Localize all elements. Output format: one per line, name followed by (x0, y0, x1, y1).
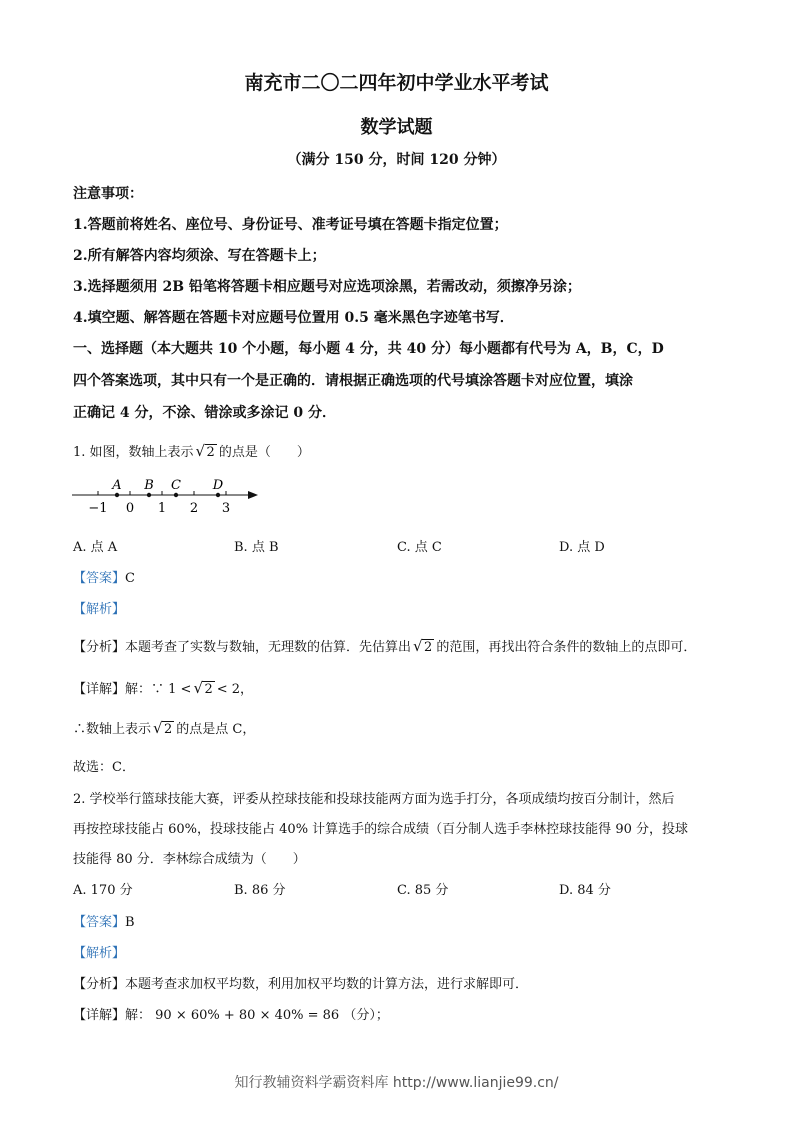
number-line-tick-label: 1 (157, 501, 167, 516)
section1-line: 正确记 4 分，不涂、错涂或多涂记 0 分． (73, 405, 336, 421)
note-item: 2.所有解答内容均须涂、写在答题卡上； (73, 248, 326, 264)
sqrt-symbol: √ 2 (413, 637, 433, 655)
q1-detail: 【详解】解：∵ 1 < √ 2 < 2， (73, 679, 254, 697)
section1-line: 四个答案选项，其中只有一个是正确的．请根据正确选项的代号填涂答题卡对应位置，填涂 (73, 373, 633, 389)
exam-subtitle: 数学试题 (360, 117, 433, 138)
q1-choice: 故选：C． (73, 760, 135, 775)
q2-line: 技能得 80 分．李林综合成绩为（ ） (73, 852, 306, 867)
number-line-tick-label: 3 (221, 501, 231, 516)
q2-line: 再按控球技能占 60%，投球技能占 40% 计算选手的综合成绩（百分制人选手李林控球技能得 90 分，投球 (73, 822, 688, 837)
q2-answer: 【答案】B (73, 915, 135, 930)
q1-option-a: A. 点 A (73, 540, 118, 555)
number-line-arrow (248, 491, 258, 499)
exam-meta: （满分 150 分，时间 120 分钟） (287, 152, 506, 168)
sqrt-symbol: √ 2 (153, 719, 173, 737)
q2-option-c: C. 85 分 (397, 883, 449, 898)
q2-option-b: B. 86 分 (234, 883, 286, 898)
q1-fenxi: 【分析】本题考查了实数与数轴，无理数的估算．先估算出 √ 2 的范围，再找出符合条件的数轴上的点即可． (73, 637, 697, 655)
q1-stem: 1. 如图，数轴上表示 √ 2 的点是（ ） (73, 442, 310, 460)
q2-analysis-tag: 【解析】 (73, 946, 126, 961)
q2-option-a: A. 170 分 (73, 883, 133, 898)
number-line-point-label: D (212, 478, 224, 493)
note-item: 4.填空题、解答题在答题卡对应题号位置用 0.5 毫米黑色字迹笔书写． (73, 310, 514, 326)
q1-option-c: C. 点 C (397, 540, 442, 555)
number-line-point-label: C (171, 478, 181, 493)
number-line-tick-label: −1 (88, 501, 108, 516)
sqrt-symbol: √ 2 (193, 679, 213, 697)
page-footer: 知行教辅资料学霸资料库 http://www.lianjie99.cn/ (234, 1075, 559, 1091)
q2-option-d: D. 84 分 (559, 883, 611, 898)
q1-analysis-tag: 【解析】 (73, 602, 126, 617)
q2-fenxi: 【分析】本题考查求加权平均数，利用加权平均数的计算方法，进行求解即可． (73, 977, 529, 992)
note-item: 1.答题前将姓名、座位号、身份证号、准考证号填在答题卡指定位置； (73, 217, 508, 233)
number-line-point (174, 493, 178, 497)
number-line-point-label: A (112, 478, 122, 493)
note-item: 3.选择题须用 2B 铅笔将答题卡相应题号对应选项涂黑，若需改动，须擦净另涂； (73, 279, 581, 295)
q1-answer: 【答案】C (73, 571, 135, 586)
q2-detail: 【详解】解： 90 × 60% + 80 × 40% = 86 （分）； (73, 1008, 389, 1023)
exam-title: 南充市二〇二四年初中学业水平考试 (244, 72, 549, 94)
number-line-point-label: B (144, 478, 154, 493)
number-line-point (147, 493, 151, 497)
number-line-tick-label: 2 (189, 501, 199, 516)
q1-option-d: D. 点 D (559, 540, 605, 555)
sqrt-symbol: √ 2 (195, 442, 215, 460)
number-line-tick-label: 0 (125, 501, 135, 516)
section1-line: 一、选择题（本大题共 10 个小题，每小题 4 分，共 40 分）每小题都有代号为 A，B，C，D (73, 341, 664, 357)
notes-heading: 注意事项： (73, 186, 143, 202)
number-line-point (115, 493, 119, 497)
number-line-point (216, 493, 220, 497)
number-line (68, 472, 268, 518)
q1-option-b: B. 点 B (234, 540, 279, 555)
q2-line: 2. 学校举行篮球技能大赛，评委从控球技能和投球技能两方面为选手打分，各项成绩均按百分制计，然后 (73, 792, 675, 807)
q1-conclusion: ∴数轴上表示 √ 2 的点是点 C， (73, 719, 256, 737)
